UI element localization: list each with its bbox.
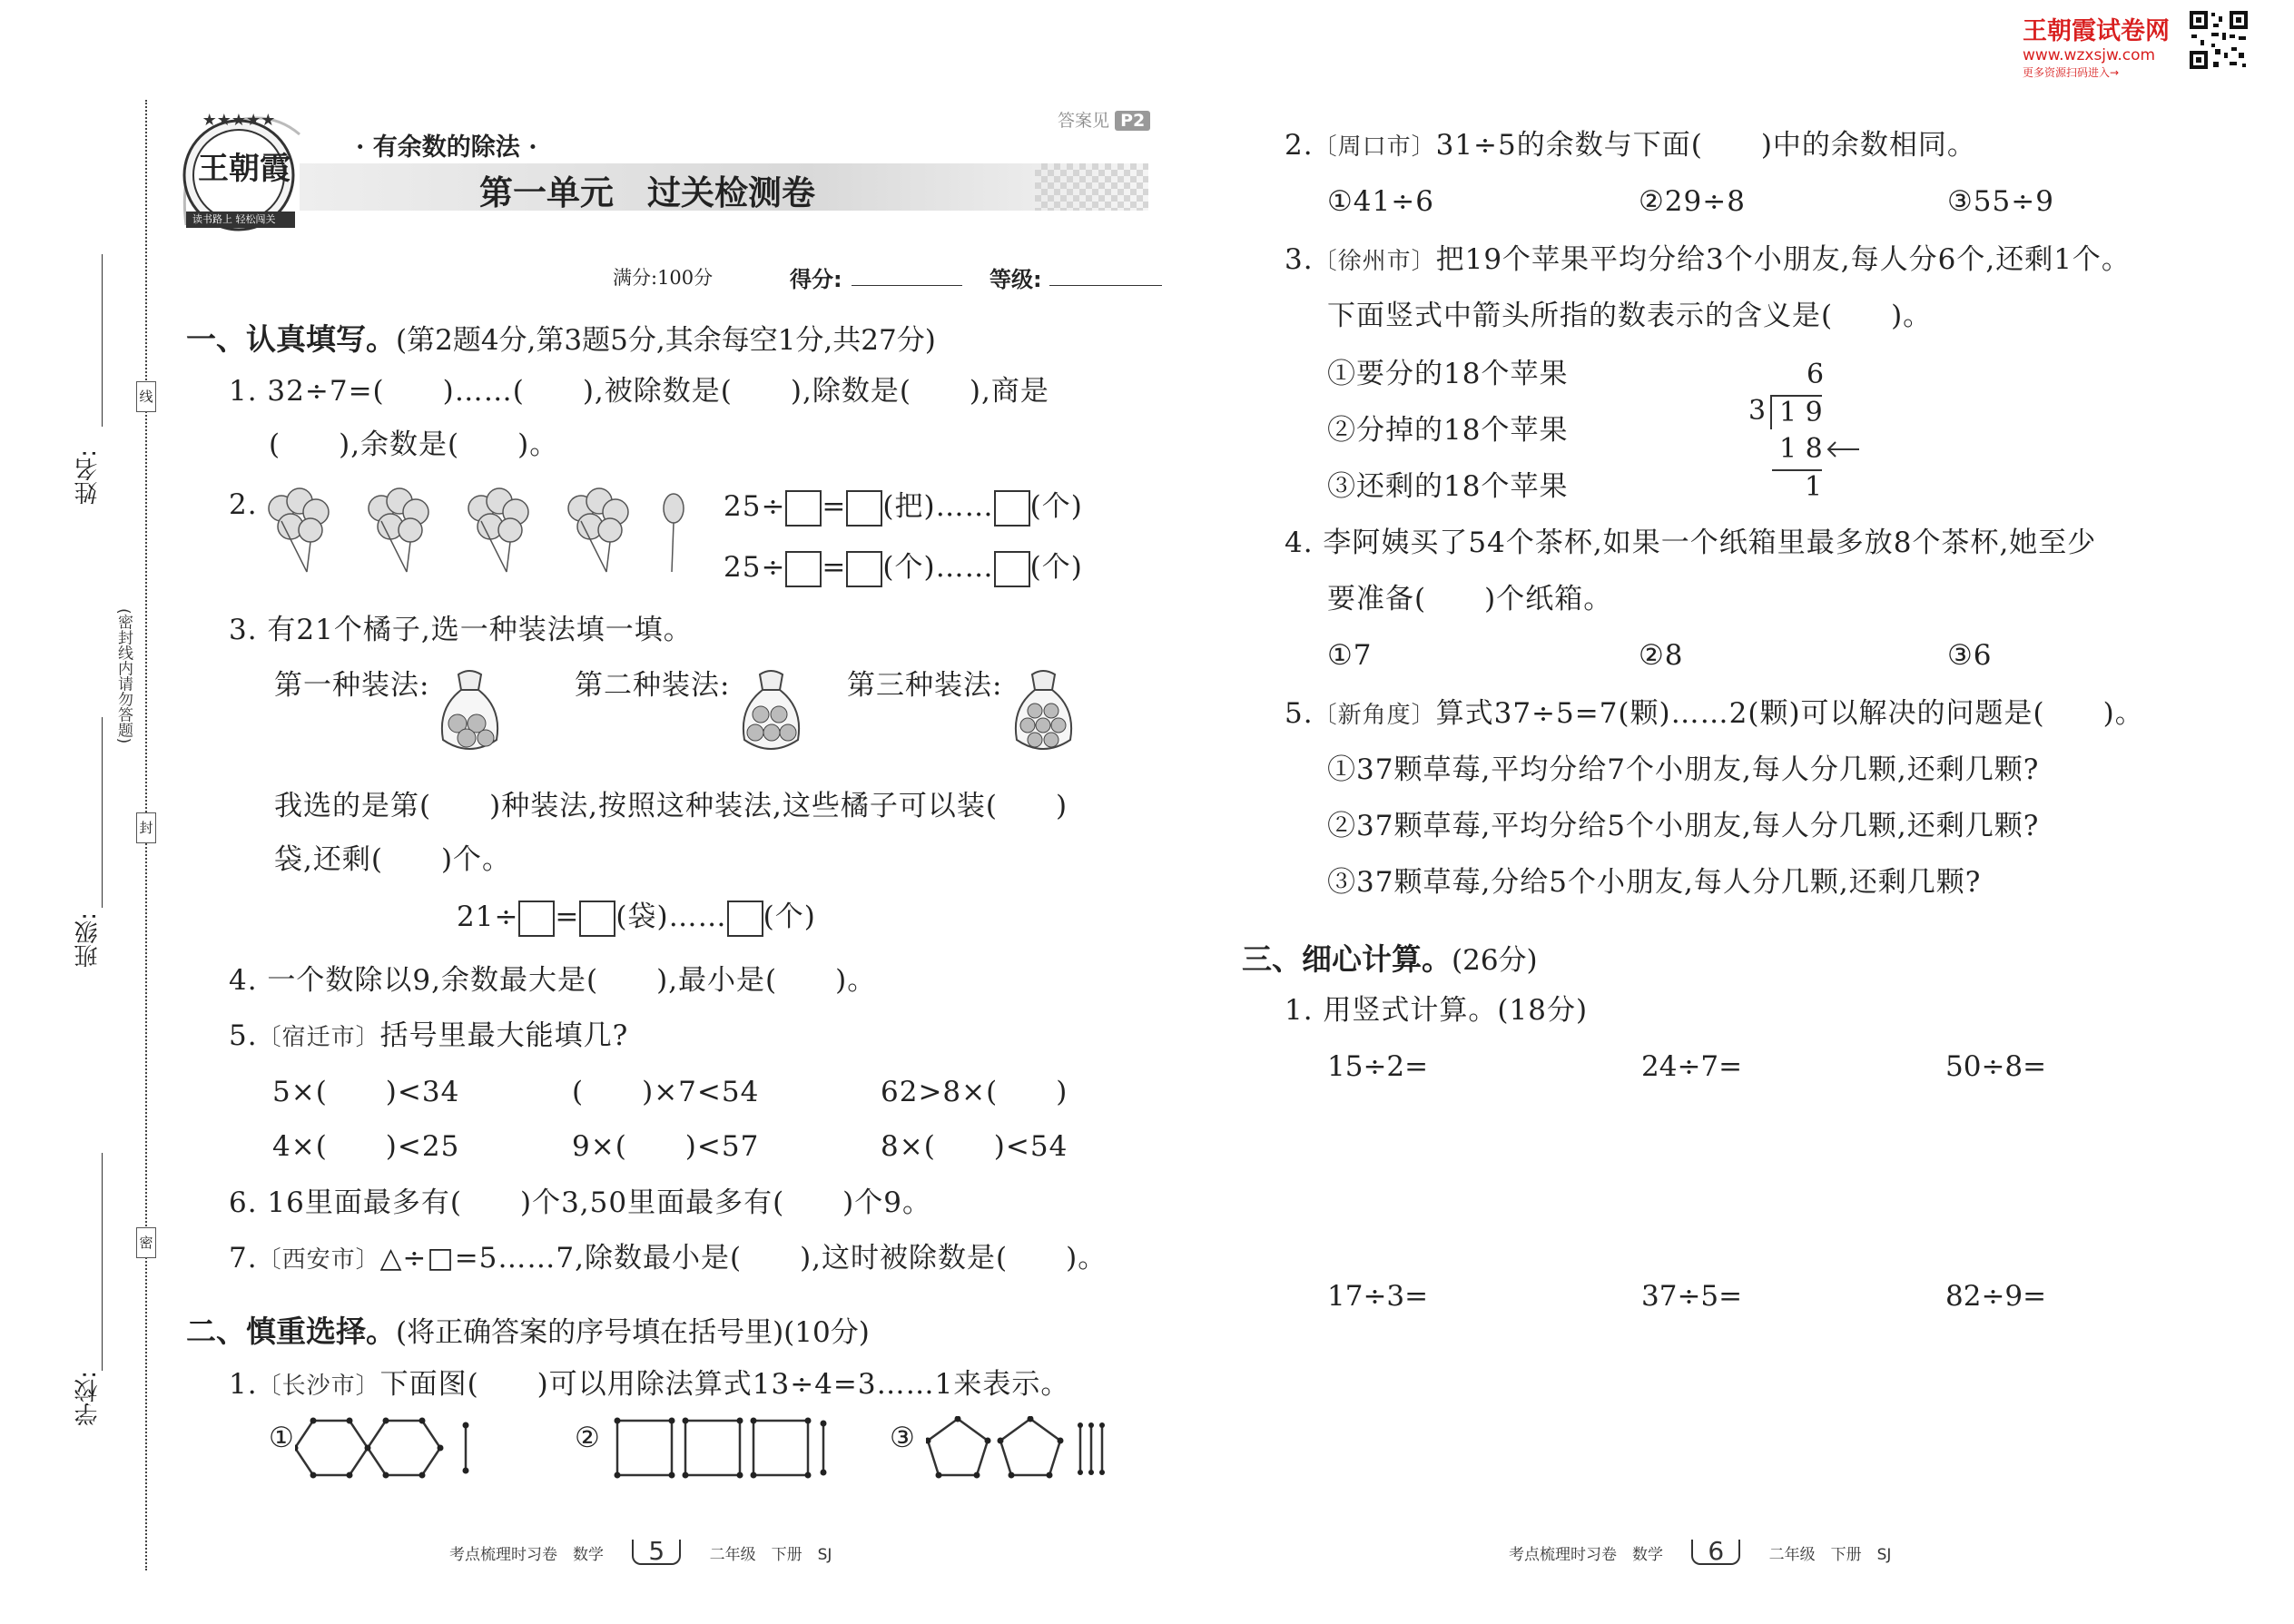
s1-q1-line2: ( ),余数是( )。 [269, 428, 559, 461]
section2-note: (将正确答案的序号填在括号里)(10分) [396, 1316, 870, 1349]
binding-mark-secret: 密 [136, 1227, 156, 1258]
s1-q4: 4. 一个数除以9,余数最大是( ),最小是( )。 [229, 964, 877, 997]
calc-item: 17÷3= [1327, 1280, 1429, 1313]
s2-q1-option3: ③ [890, 1422, 916, 1454]
s2-q1-option2: ② [575, 1422, 601, 1454]
s1-q2-r2-a: 25÷ [724, 551, 786, 584]
brand-block [2023, 11, 2181, 80]
s1-q2-row2 [724, 549, 1083, 587]
calc-item: 82÷9= [1945, 1280, 2047, 1313]
s1-q5-item-f: 8×( )<54 [881, 1130, 1068, 1163]
s2-q3-tag: 〔徐州市〕 [1313, 248, 1436, 275]
s1-q3-option2: 第二种装法: [575, 669, 731, 702]
svg-text:★★★★★: ★★★★★ [202, 111, 276, 130]
s1-q3-f-c: (袋)…… [615, 901, 727, 933]
answer-box[interactable] [785, 551, 822, 587]
page-title: 第一单元 过关检测卷 [479, 173, 815, 212]
class-underline [102, 717, 103, 908]
answer-box[interactable] [846, 490, 882, 527]
s1-q5-item-a: 5×( )<34 [272, 1076, 460, 1108]
s1-q5-text: 括号里最大能填几? [379, 1019, 629, 1052]
s1-q3-formula [457, 899, 816, 937]
s2-q3-option1: ①要分的18个苹果 [1327, 358, 1569, 390]
s2-q3-text: 把19个苹果平均分给3个小朋友,每人分6个,还剩1个。 [1435, 243, 2131, 276]
calc-item: 37÷5= [1641, 1280, 1743, 1313]
s1-q5 [229, 1018, 628, 1056]
answer-box[interactable] [518, 901, 555, 937]
orange-bag-icon [737, 667, 805, 758]
s2-q1-tag: 〔长沙市〕 [257, 1373, 380, 1400]
brand-site-more: 更多资源扫码进入→ [2023, 66, 2120, 79]
s1-q3-option1: 第一种装法: [274, 669, 430, 702]
name-label: 姓名: [74, 449, 102, 505]
class-label: 班级: [74, 912, 102, 968]
s1-q5-tag: 〔宿迁市〕 [257, 1024, 380, 1051]
answer-box[interactable] [785, 490, 822, 527]
answer-ref [1058, 107, 1150, 132]
score-label: 得分: [790, 267, 842, 292]
s2-q2-option2: ②29÷8 [1639, 185, 1746, 218]
s2-q1-number: 1. [229, 1368, 258, 1401]
footer-right [1509, 1536, 1892, 1566]
title-banner-checker [1035, 163, 1148, 211]
brand-site-name: 王朝霞试卷网 [2023, 17, 2170, 45]
full-score: 满分:100分 [613, 267, 714, 289]
s1-q2-r2-d: (个) [1029, 551, 1083, 584]
section1-heading [186, 316, 936, 359]
s2-q2-option3: ③55÷9 [1947, 185, 2054, 218]
s2-q5-text: 算式37÷5=7(颗)……2(颗)可以解决的问题是( )。 [1435, 697, 2144, 730]
s1-q1-line1: 1. 32÷7=( )……( ),被除数是( ),除数是( ),商是 [229, 375, 1049, 408]
s2-q3-option3: ③还剩的18个苹果 [1327, 470, 1569, 503]
s2-q4-option2: ②8 [1639, 639, 1684, 672]
logo-subtext: 读书路上 轻松闯关 [192, 213, 276, 225]
section1-note: (第2题4分,第3题5分,其余每空1分,共27分) [396, 324, 936, 357]
brand-site-url: www.wzxsjw.com [2023, 46, 2156, 64]
footer-right-page: 6 [1691, 1540, 1740, 1565]
s1-q7-text: △÷□=5……7,除数最小是( ),这时被除数是( )。 [379, 1242, 1108, 1275]
hexagons-figure [295, 1416, 477, 1480]
answer-box[interactable] [846, 551, 882, 587]
s2-q5-option3: ③37颗草莓,分给5个小朋友,每人分几颗,还剩几颗? [1327, 866, 1982, 899]
qr-code-icon[interactable] [2188, 9, 2250, 71]
s2-q4-line2: 要准备( )个纸箱。 [1327, 583, 1613, 615]
s1-q5-item-b: ( )×7<54 [572, 1076, 760, 1108]
orange-bag-icon [1009, 667, 1078, 758]
long-division [1743, 359, 1870, 508]
s1-q5-item-d: 4×( )<25 [272, 1130, 460, 1163]
s2-q2-tag: 〔周口市〕 [1313, 133, 1436, 161]
footer-left-page: 5 [632, 1540, 681, 1565]
ld-subtrahend: 1 8 [1779, 433, 1823, 465]
s2-q5-number: 5. [1285, 697, 1314, 730]
answer-ref-page: P2 [1115, 111, 1150, 131]
s1-q2-r1-b: = [822, 490, 847, 523]
s2-q5-option1: ①37颗草莓,平均分给7个小朋友,每人分几颗,还剩几颗? [1327, 753, 2040, 786]
topic-subtitle: · 有余数的除法 · [356, 133, 537, 162]
ld-quotient: 6 [1807, 359, 1825, 390]
s2-q4-option3: ③6 [1947, 639, 1993, 672]
s2-q2 [1285, 127, 1976, 165]
answer-box[interactable] [994, 551, 1030, 587]
s2-q2-text: 31÷5的余数与下面( )中的余数相同。 [1435, 129, 1976, 162]
binding-mark-line: 线 [136, 381, 156, 412]
calc-item: 15÷2= [1327, 1050, 1429, 1083]
s1-q3-option3: 第三种装法: [847, 669, 1003, 702]
binding-mark-seal: 封 [136, 812, 156, 843]
s1-q7 [229, 1240, 1107, 1278]
grade-label: 等级: [989, 267, 1042, 292]
s2-q2-number: 2. [1285, 129, 1314, 162]
binding-note: (密封线内请勿答题) [114, 608, 133, 744]
arrow-left-icon [1825, 438, 1861, 460]
orange-bag-icon [436, 667, 504, 758]
s1-q7-number: 7. [229, 1242, 258, 1275]
footer-right-book: 考点梳理时习卷 数学 [1509, 1546, 1663, 1564]
section3-title: 三、细心计算。 [1242, 941, 1452, 977]
footer-right-grade: 二年级 下册 SJ [1768, 1546, 1892, 1564]
s2-q4-option1: ①7 [1327, 639, 1373, 672]
s1-q2-r2-b: = [822, 551, 847, 584]
section3-heading [1242, 936, 1538, 979]
s3-q1: 1. 用竖式计算。(18分) [1285, 994, 1589, 1027]
s1-q2-r2-c: (个)…… [882, 551, 994, 584]
balloons-illustration [263, 481, 699, 581]
answer-ref-label: 答案见 [1058, 111, 1110, 131]
section2-title: 二、慎重选择。 [186, 1314, 396, 1349]
school-label: 学校: [74, 1371, 102, 1426]
s1-q6: 6. 16里面最多有( )个3,50里面最多有( )个9。 [229, 1186, 931, 1219]
footer-left [449, 1536, 832, 1566]
s1-q5-number: 5. [229, 1019, 258, 1052]
section3-note: (26分) [1452, 944, 1538, 977]
s2-q3-option2: ②分掉的18个苹果 [1327, 414, 1569, 447]
section1-title: 一、认真填写。 [186, 321, 396, 357]
s2-q4-line1: 4. 李阿姨买了54个茶杯,如果一个纸箱里最多放8个茶杯,她至少 [1285, 527, 2097, 559]
ld-divisor: 3 [1748, 395, 1767, 427]
s2-q1-text: 下面图( )可以用除法算式13÷4=3……1来表示。 [379, 1368, 1070, 1401]
squares-figure [613, 1416, 835, 1480]
section2-heading [186, 1308, 870, 1351]
answer-box[interactable] [727, 901, 763, 937]
s1-q2-r1-c: (把)…… [882, 490, 994, 523]
s1-q2-number: 2. [229, 488, 258, 521]
s1-q2-row1 [724, 488, 1083, 527]
s1-q3-line: 3. 有21个橘子,选一种装法填一填。 [229, 614, 693, 646]
s1-q5-item-e: 9×( )<57 [572, 1130, 760, 1163]
s2-q3 [1285, 241, 2131, 280]
ld-dividend: 1 9 [1779, 397, 1823, 428]
ld-remainder: 1 [1805, 471, 1823, 503]
s2-q3-text2: 下面竖式中箭头所指的数表示的含义是( )。 [1327, 300, 1933, 332]
grade-input[interactable] [1049, 285, 1162, 286]
s1-q3-f-d: (个) [763, 901, 816, 933]
answer-box[interactable] [994, 490, 1030, 527]
s2-q2-option1: ①41÷6 [1327, 185, 1434, 218]
s2-q5-option2: ②37颗草莓,平均分给5个小朋友,每人分几颗,还剩几颗? [1327, 810, 2040, 842]
s1-q7-tag: 〔西安市〕 [257, 1246, 380, 1274]
s2-q3-number: 3. [1285, 243, 1314, 276]
school-underline [102, 1153, 103, 1371]
s2-q5-tag: 〔新角度〕 [1313, 702, 1436, 729]
footer-left-book: 考点梳理时习卷 数学 [449, 1546, 604, 1564]
s2-q1-option1: ① [269, 1422, 295, 1454]
s2-q5 [1285, 695, 2144, 733]
name-underline [102, 254, 103, 427]
s1-q2-r1-d: (个) [1029, 490, 1083, 523]
s2-q1 [229, 1366, 1069, 1404]
score-input[interactable] [852, 285, 962, 286]
s1-q3-f-b: = [555, 901, 580, 933]
pentagons-figure [926, 1416, 1112, 1480]
s1-q3-f-a: 21÷ [457, 901, 519, 933]
calc-item: 50÷8= [1945, 1050, 2047, 1083]
s1-q3-choose-line2: 袋,还剩( )个。 [274, 843, 512, 876]
s1-q5-item-c: 62>8×( ) [881, 1076, 1068, 1108]
balloon-bunch-icon [269, 488, 329, 572]
s1-q3-choose-line1: 我选的是第( )种装法,按照这种装法,这些橘子可以装( ) [274, 790, 1068, 822]
footer-left-grade: 二年级 下册 SJ [709, 1546, 832, 1564]
calc-item: 24÷7= [1641, 1050, 1743, 1083]
answer-box[interactable] [579, 901, 615, 937]
s1-q2-r1-a: 25÷ [724, 490, 786, 523]
logo-text: 王朝霞 [198, 151, 290, 187]
